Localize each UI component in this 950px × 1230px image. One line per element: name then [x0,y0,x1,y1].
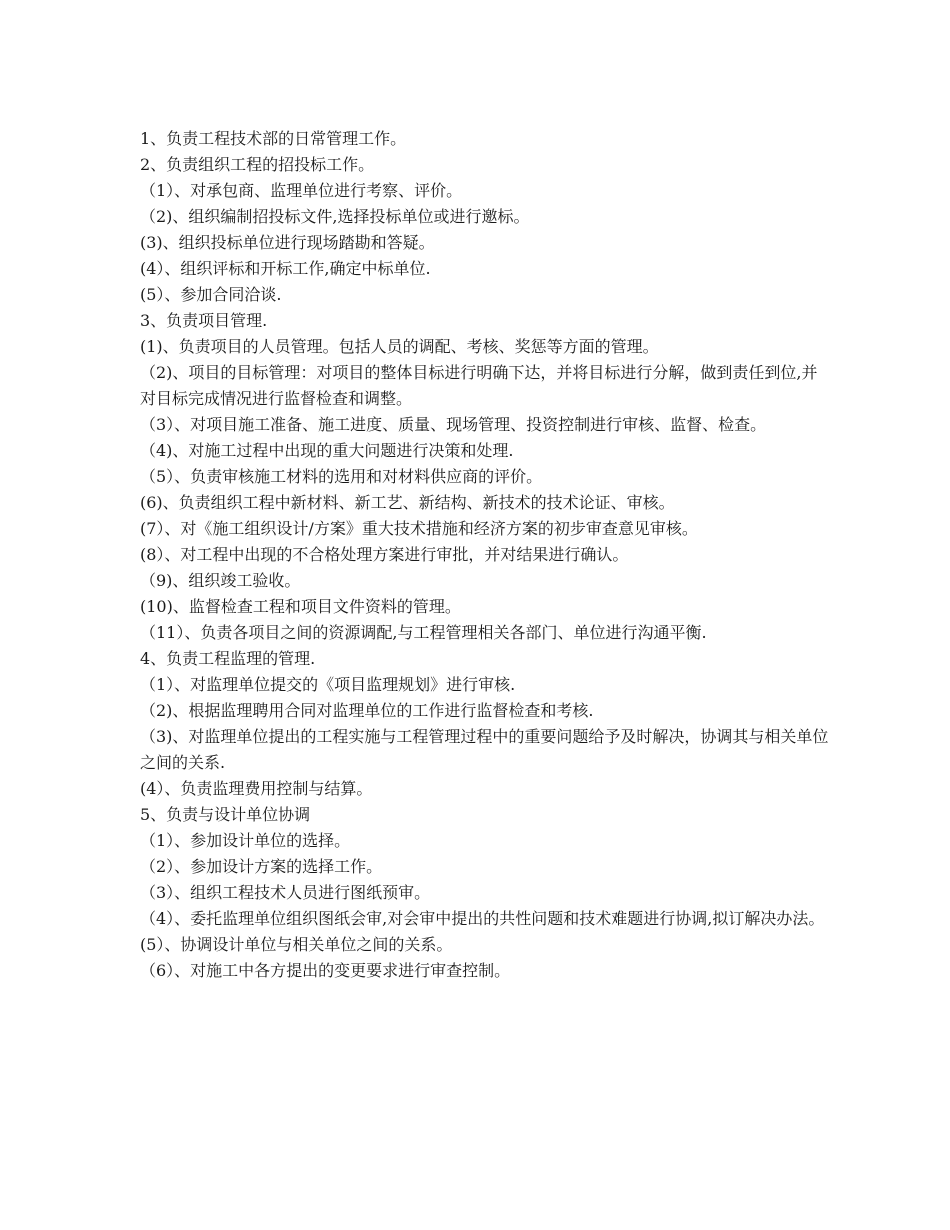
item-3-sub-6: (6)、负责组织工程中新材料、新工艺、新结构、新技术的技术论证、审核。 [140,493,675,512]
item-3-sub-7: (7）、对《施工组织设计/方案》重大技术措施和经济方案的初步审查意见审核。 [140,519,698,538]
item-5-sub-5: (5）、协调设计单位与相关单位之间的关系。 [140,935,453,954]
item-5-sub-6: （6）、对施工中各方提出的变更要求进行审查控制。 [140,961,511,980]
item-2-sub-3: (3)、组织投标单位进行现场踏勘和答疑。 [140,233,435,252]
item-5-heading: 5、负责与设计单位协调 [140,805,311,824]
item-3-sub-2: （2)、项目的目标管理：对项目的整体目标进行明确下达，并将目标进行分解，做到责任到位,并对目标完成情况进行监督检查和调整。 [140,363,818,408]
item-5-sub-4: （4）、委托监理单位组织图纸会审,对会审中提出的共性问题和技术难题进行协调,拟订解决办法。 [140,909,825,928]
item-4-sub-3: （3)、对监理单位提出的工程实施与工程管理过程中的重要问题给予及时解决，协调其与相关单位之间的关系. [140,727,829,772]
item-4-heading: 4、负责工程监理的管理. [140,649,316,668]
item-3-sub-10: (10)、监督检查工程和项目文件资料的管理。 [140,597,461,616]
item-3-sub-3: （3）、对项目施工准备、施工进度、质量、现场管理、投资控制进行审核、监督、检查。 [140,415,767,434]
item-2-heading: 2、负责组织工程的招投标工作。 [140,155,375,174]
item-3-sub-5: （5）、负责审核施工材料的选用和对材料供应商的评价。 [140,467,543,486]
document-body [140,126,830,984]
item-3-sub-8: (8）、对工程中出现的不合格处理方案进行审批，并对结果进行确认。 [140,545,629,564]
item-3-sub-9: （9)、组织竣工验收。 [140,571,301,590]
item-2-sub-5: (5）、参加合同洽谈. [140,285,282,304]
item-4-sub-4: (4）、负责监理费用控制与结算。 [140,779,373,798]
item-2-sub-1: （1）、对承包商、监理单位进行考察、评价。 [140,181,463,200]
item-2-sub-2: （2)、组织编制招投标文件,选择投标单位或进行邀标。 [140,207,530,226]
item-2-sub-4: (4）、组织评标和开标工作,确定中标单位. [140,259,431,278]
item-3-heading: 3、负责项目管理. [140,311,268,330]
item-3-sub-1: (1)、负责项目的人员管理。包括人员的调配、考核、奖惩等方面的管理。 [140,337,659,356]
item-5-sub-2: （2）、参加设计方案的选择工作。 [140,857,383,876]
item-5-sub-3: （3）、组织工程技术人员进行图纸预审。 [140,883,431,902]
item-5-sub-1: （1）、参加设计单位的选择。 [140,831,351,850]
item-4-sub-2: （2)、根据监理聘用合同对监理单位的工作进行监督检查和考核. [140,701,594,720]
item-4-sub-1: （1）、对监理单位提交的《项目监理规划》进行审核. [140,675,516,694]
item-3-sub-4: （4)、对施工过程中出现的重大问题进行决策和处理. [140,441,514,460]
item-3-sub-11: （11）、负责各项目之间的资源调配,与工程管理相关各部门、单位进行沟通平衡. [140,623,707,642]
item-1-heading: 1、负责工程技术部的日常管理工作。 [140,129,407,148]
